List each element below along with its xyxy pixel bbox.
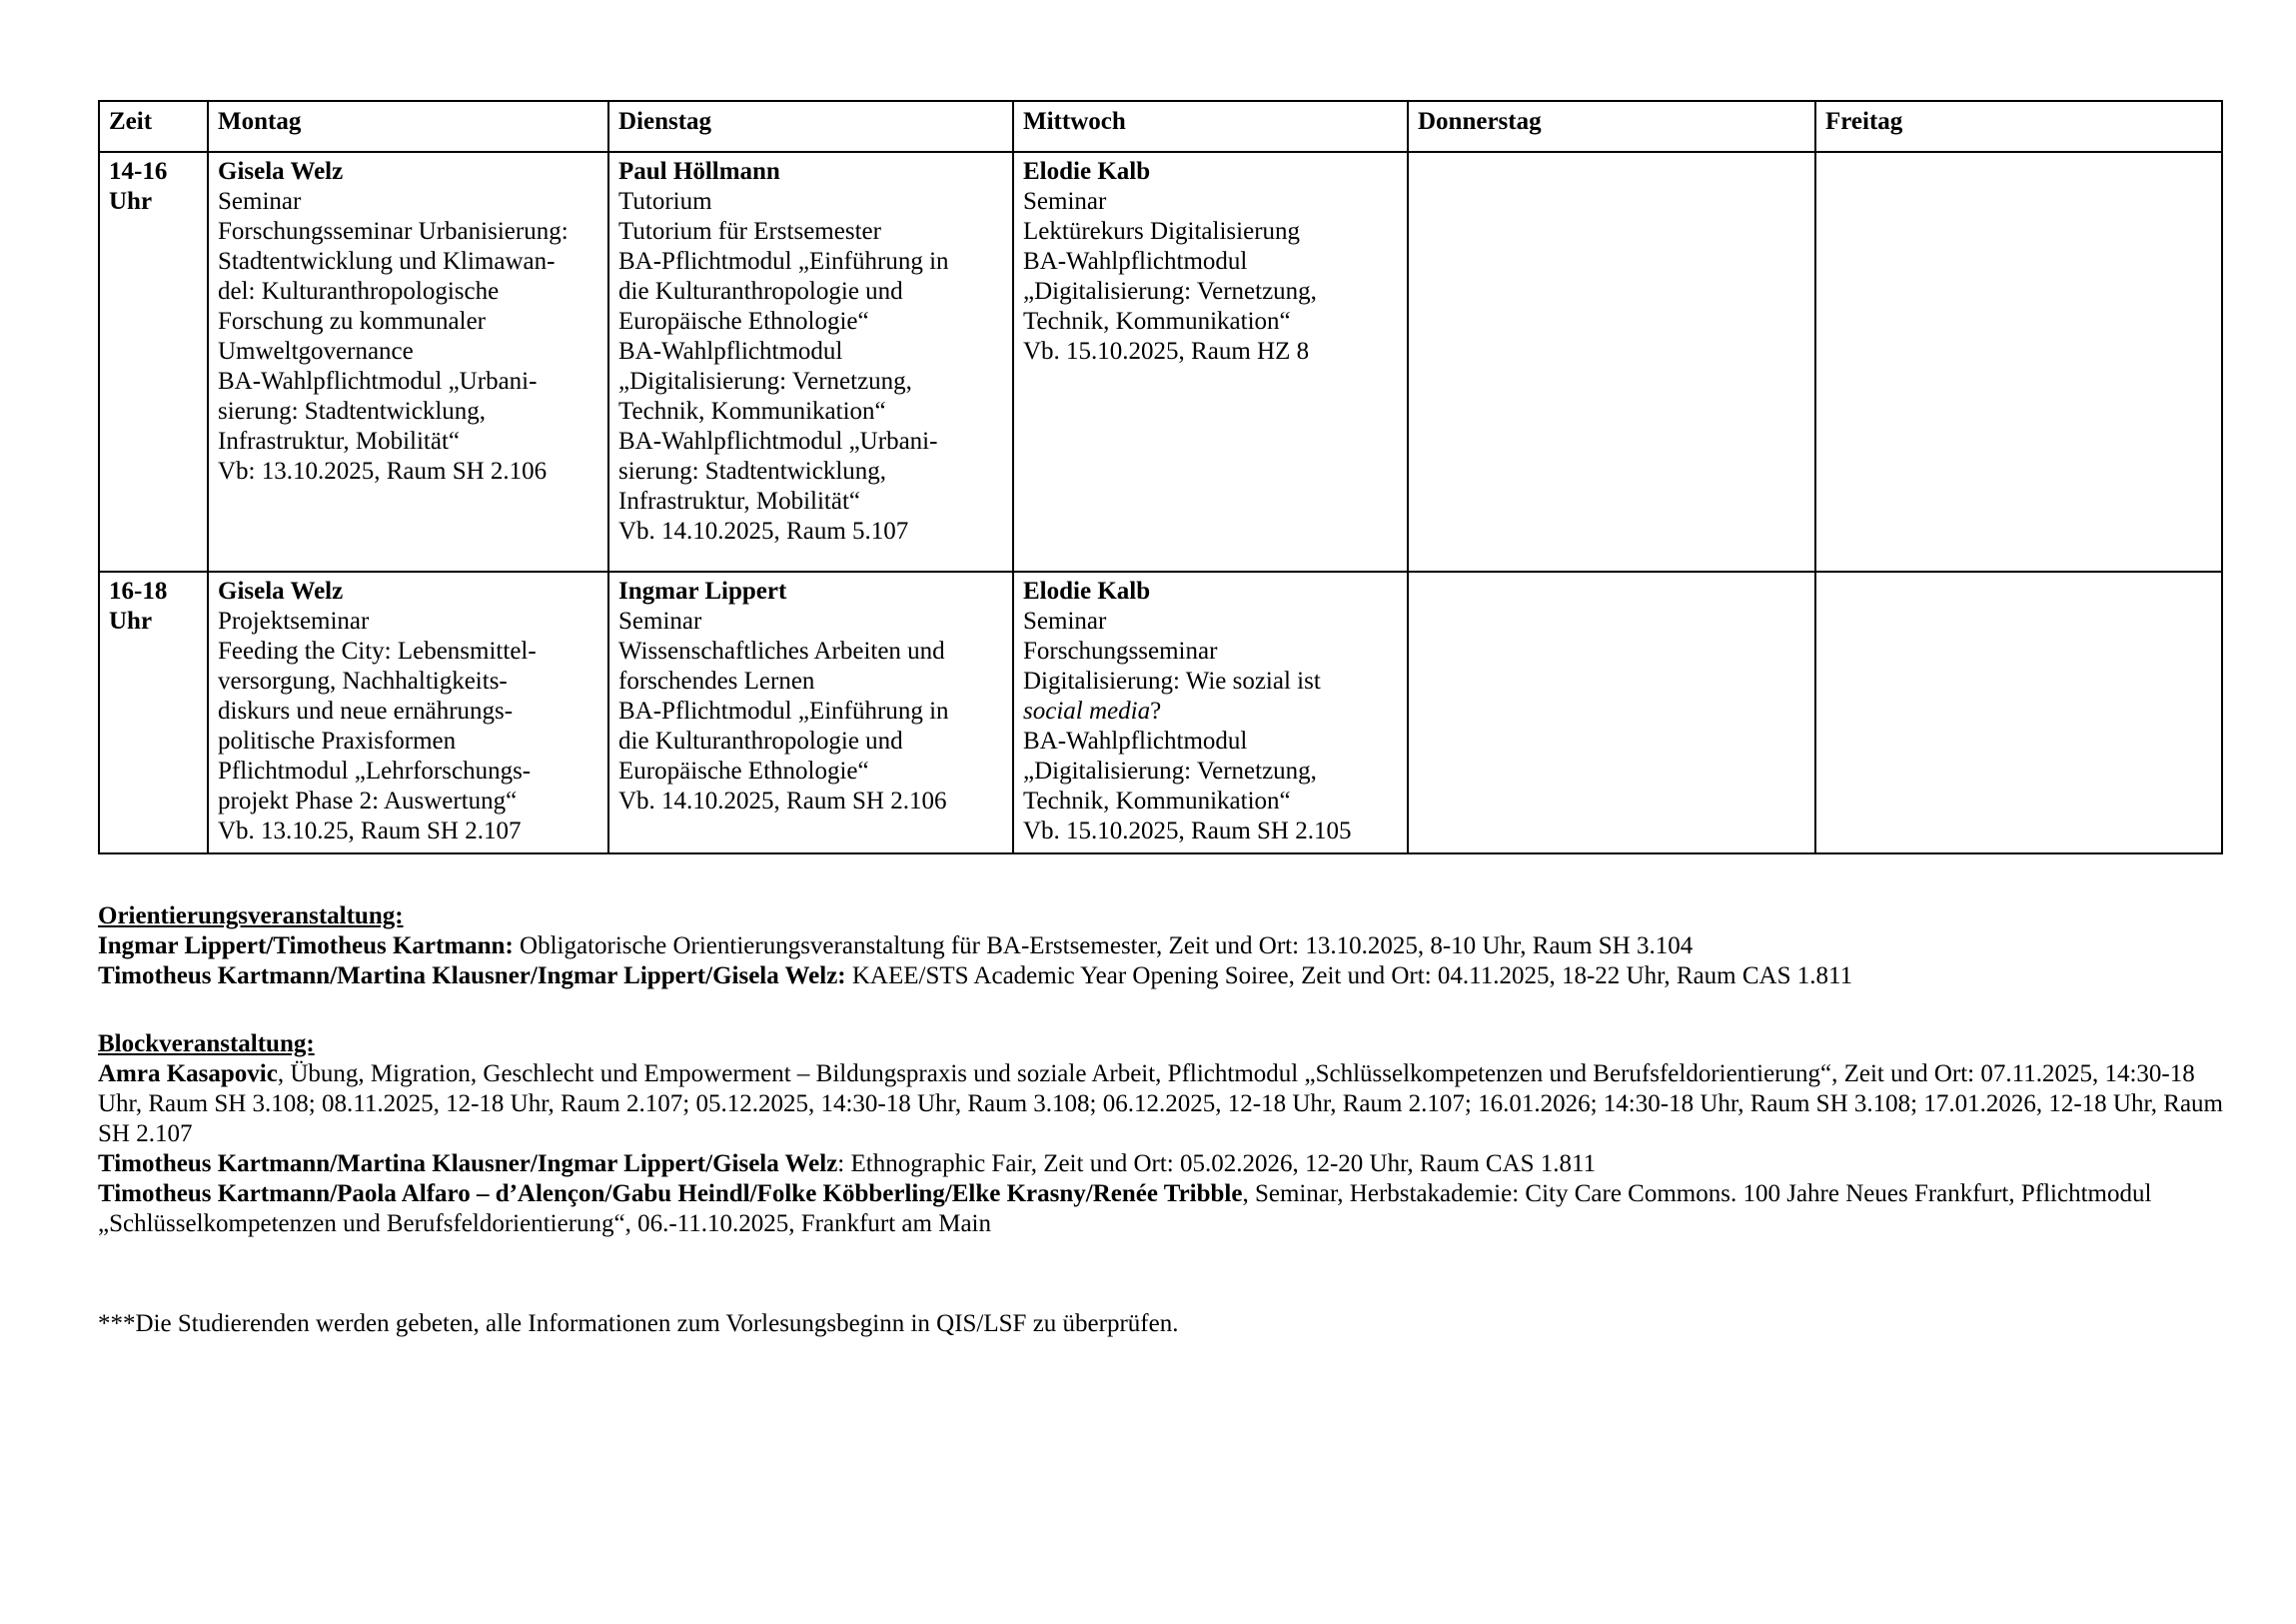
course-detail-line: die Kulturanthropologie und [618,728,903,755]
orientierung-item-details: Obligatorische Orientierungsveranstaltung für BA-Erstsemester, Zeit und Ort: 13.10.2025, 8-10 Uhr, Raum SH 3.104 [513,932,1694,959]
course-detail-line: Digitalisierung: Wie sozial ist [1023,668,1321,695]
course-detail-line: die Kulturanthropologie und [618,278,903,305]
course-detail-line: Seminar [218,188,302,215]
orientierung-item [98,961,2228,991]
course-detail-line: Seminar [618,608,702,635]
blockveranstaltung-section [98,1029,2228,1239]
time-slot-line: Uhr [109,608,153,635]
lecturer-name: Elodie Kalb [1023,578,1151,605]
course-detail-line: Feeding the City: Lebensmittel- [218,638,537,665]
course-detail-line: Umweltgovernance [218,338,414,365]
course-cell [608,572,1013,853]
course-detail-line: social media? [1023,698,1162,725]
course-detail-line: sierung: Stadtentwicklung, [618,458,887,485]
course-timetable [98,100,2223,854]
course-detail-line: Forschung zu kommunaler [218,308,487,335]
course-detail-line: Technik, Kommunikation“ [1023,788,1291,814]
block-item-lecturers: Timotheus Kartmann/Paola Alfaro – d’Alençon/Gabu Heindl/Folke Köbberling/Elke Krasny/Renée Tribble [98,1180,1243,1207]
empty-course-cell [1408,572,1815,853]
course-detail-line: Vb. 15.10.2025, Raum HZ 8 [1023,338,1310,365]
course-detail-line: BA-Pflichtmodul „Einführung in [618,248,949,275]
empty-course-cell [1815,572,2222,853]
timetable-row [99,152,2222,572]
time-slot-line: 14-16 [109,158,168,185]
course-cell [608,152,1013,572]
column-header-mittwoch: Mittwoch [1013,101,1408,152]
lecturer-name: Gisela Welz [218,158,344,185]
course-detail-line: Infrastruktur, Mobilität“ [218,428,460,455]
timetable-header-row [99,101,2222,152]
time-slot-line: Uhr [109,188,153,215]
column-header-freitag: Freitag [1815,101,2222,152]
block-item-details: , Übung, Migration, Geschlecht und Empowerment – Bildungspraxis und soziale Arbeit, Pflichtmodul „Schlüsselkompetenzen und Berufsfeldorientierung“, Zeit und Ort: 07.11.2025, 14:30-18 Uhr, Raum SH 3.108; 08.11.2025, 12-18 Uhr, Raum 2.107; 05.12.2025, 14:30-18 Uhr, Raum 3.108; 06.12.2025, 12-18 Uhr, Raum 2.107; 16.01.2026; 14:30-18 Uhr, Raum SH 3.108; 17.01.2026, 12-18 Uhr, Raum SH 2.107 [98,1060,2224,1147]
course-detail-line: Vb. 14.10.2025, Raum SH 2.106 [618,788,947,814]
course-detail-line: Vb. 14.10.2025, Raum 5.107 [618,518,909,545]
blockveranstaltung-heading: Blockveranstaltung: [98,1030,315,1057]
timetable-row [99,572,2222,853]
course-detail-line: Europäische Ethnologie“ [618,758,869,785]
course-detail-line: Pflichtmodul „Lehrforschungs- [218,758,532,785]
course-detail-line: Projektseminar [218,608,370,635]
course-detail-line: „Digitalisierung: Vernetzung, [618,368,912,395]
course-detail-line: Forschungsseminar [1023,638,1218,665]
course-detail-line: diskurs und neue ernährungs- [218,698,514,725]
empty-course-cell [1815,152,2222,572]
orientierung-item-lecturers: Timotheus Kartmann/Martina Klausner/Ingmar Lippert/Gisela Welz: [98,962,846,989]
course-detail-line: Lektürekurs Digitalisierung [1023,218,1301,245]
course-detail-line: Vb. 15.10.2025, Raum SH 2.105 [1023,817,1352,844]
course-detail-line: sierung: Stadtentwicklung, [218,398,487,425]
block-item [98,1179,2228,1239]
course-detail-line: del: Kulturanthropologische [218,278,500,305]
block-item-lecturers: Amra Kasapovic [98,1060,278,1087]
course-cell [208,152,608,572]
column-header-montag: Montag [208,101,608,152]
course-detail-line: Forschungsseminar Urbanisierung: [218,218,569,245]
course-detail-line: projekt Phase 2: Auswertung“ [218,788,518,814]
course-detail-line: Europäische Ethnologie“ [618,308,869,335]
course-detail-line: Technik, Kommunikation“ [618,398,886,425]
time-slot-cell [99,572,208,853]
course-detail-line: Technik, Kommunikation“ [1023,308,1291,335]
course-detail-line: Tutorium [618,188,712,215]
course-cell [1013,572,1408,853]
course-detail-line: BA-Wahlpflichtmodul [1023,728,1248,755]
time-slot-cell [99,152,208,572]
course-detail-line: Vb: 13.10.2025, Raum SH 2.106 [218,458,548,485]
orientierung-item [98,931,2228,961]
empty-course-cell [1408,152,1815,572]
course-detail-line: „Digitalisierung: Vernetzung, [1023,278,1317,305]
course-detail-line: Tutorium für Erstsemester [618,218,881,245]
lecturer-name: Ingmar Lippert [618,578,787,605]
lecturer-name: Gisela Welz [218,578,344,605]
lecturer-name: Elodie Kalb [1023,158,1151,185]
course-detail-line: Wissenschaftliches Arbeiten und [618,638,945,665]
course-detail-line: Seminar [1023,188,1107,215]
block-item [98,1059,2228,1149]
course-cell [1013,152,1408,572]
lower-text-content [98,901,2228,1339]
lecturer-name: Paul Höllmann [618,158,780,185]
block-item [98,1149,2228,1179]
course-detail-line: „Digitalisierung: Vernetzung, [1023,758,1317,785]
course-cell [208,572,608,853]
course-detail-line: versorgung, Nachhaltigkeits- [218,668,508,695]
course-detail-line: BA-Pflichtmodul „Einführung in [618,698,949,725]
column-header-dienstag: Dienstag [608,101,1013,152]
course-detail-line: BA-Wahlpflichtmodul „Urbani- [618,428,938,455]
course-detail-line: BA-Wahlpflichtmodul „Urbani- [218,368,538,395]
course-detail-line: politische Praxisformen [218,728,457,755]
footnote: ***Die Studierenden werden gebeten, alle Informationen zum Vorlesungsbeginn in QIS/LSF zu überprüfen. [98,1310,1179,1337]
orientierung-heading: Orientierungsveranstaltung: [98,902,404,929]
course-detail-line: Seminar [1023,608,1107,635]
orientierung-item-lecturers: Ingmar Lippert/Timotheus Kartmann: [98,932,514,959]
column-header-donnerstag: Donnerstag [1408,101,1815,152]
block-item-details: , Seminar, Herbstakademie: City Care Commons. 100 Jahre Neues Frankfurt, Pflichtmodul „Schlüsselkompetenzen und Berufsfeldorientierung“, 06.-11.10.2025, Frankfurt am Main [98,1180,2152,1237]
block-item-lecturers: Timotheus Kartmann/Martina Klausner/Ingmar Lippert/Gisela Welz [98,1150,838,1177]
course-detail-line: BA-Wahlpflichtmodul [618,338,843,365]
orientierung-section [98,901,2228,991]
column-header-zeit: Zeit [99,101,208,152]
course-detail-line: forschendes Lernen [618,668,815,695]
course-detail-line: Infrastruktur, Mobilität“ [618,488,860,515]
time-slot-line: 16-18 [109,578,168,605]
orientierung-item-details: KAEE/STS Academic Year Opening Soiree, Zeit und Ort: 04.11.2025, 18-22 Uhr, Raum CAS 1.811 [845,962,1853,989]
course-detail-line: Vb. 13.10.25, Raum SH 2.107 [218,817,522,844]
course-detail-line: BA-Wahlpflichtmodul [1023,248,1248,275]
block-item-details: : Ethnographic Fair, Zeit und Ort: 05.02.2026, 12-20 Uhr, Raum CAS 1.811 [837,1150,1597,1177]
course-detail-line: Stadtentwicklung und Klimawan- [218,248,556,275]
